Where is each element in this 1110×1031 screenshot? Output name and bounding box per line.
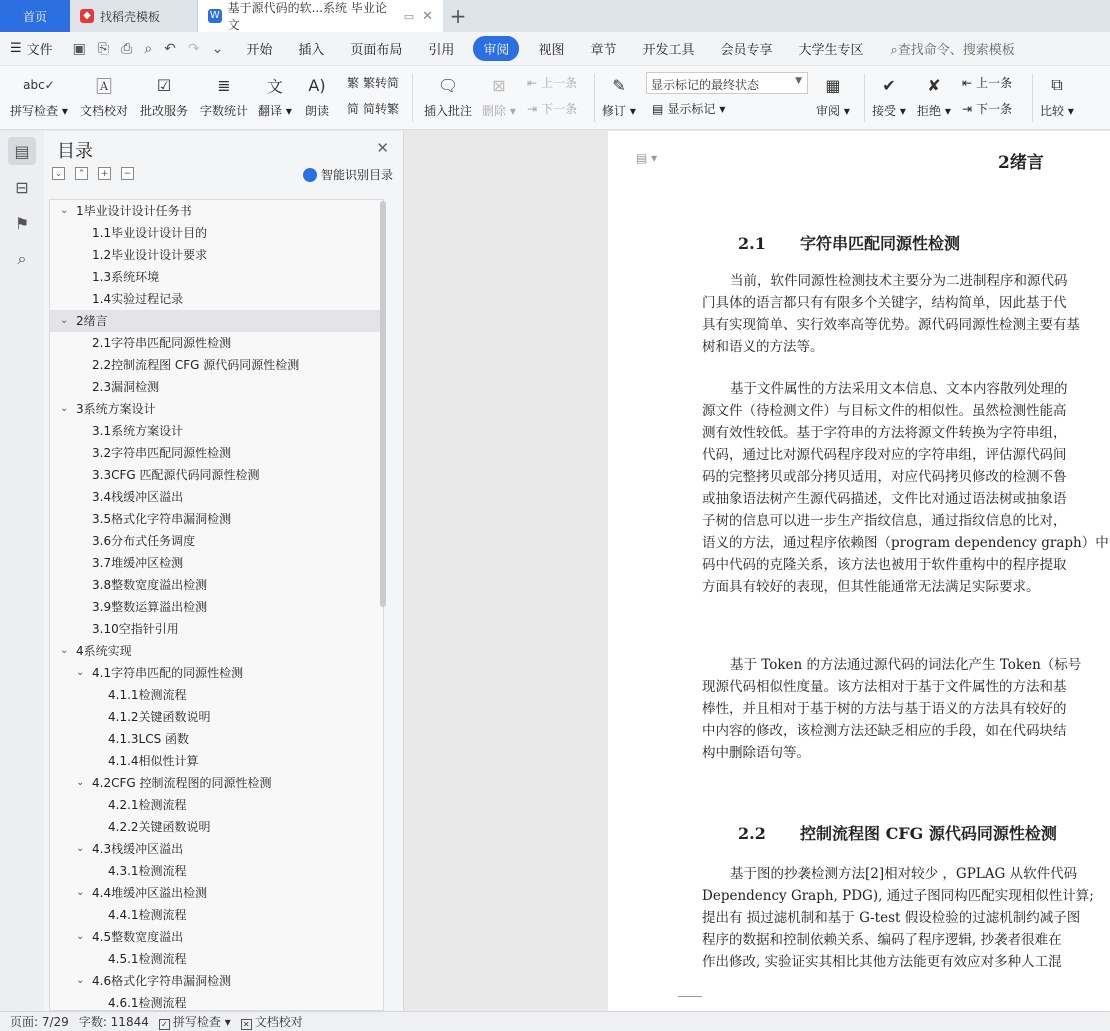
toc-item[interactable] <box>50 794 383 816</box>
text-line: 当前，软件同源性检测技术主要分为二进制程序和源代码 <box>730 273 1068 289</box>
toc-item-label: 1.1毕业设计设计目的 <box>92 226 208 240</box>
toc-item[interactable] <box>50 376 383 398</box>
prev-comment-icon: ⇤ <box>527 75 538 90</box>
text-line: 棒性，并且相对于基于树的方法与基于语义的方法具有较好的 <box>702 701 1067 717</box>
text-line: 源文件（待检测文件）与目标文件的相似性。虽然检测性能高 <box>702 403 1067 419</box>
toc-item-label: 2绪言 <box>76 314 108 328</box>
toc-item[interactable] <box>50 398 383 420</box>
word-count-button[interactable] <box>200 70 248 119</box>
undo-icon[interactable]: ↶ <box>164 40 176 57</box>
print-icon[interactable]: ⎙ <box>121 40 133 57</box>
menu-developer[interactable]: 开发工具 <box>642 43 695 58</box>
review-pane-label: 审阅 <box>816 104 841 118</box>
proof-status-label: 文档校对 <box>254 1015 303 1029</box>
text-line: 构中删除语句等。 <box>702 745 810 761</box>
toc-item-label: 3.5格式化字符串漏洞检测 <box>92 512 232 526</box>
menu-layout[interactable]: 页面布局 <box>350 43 403 58</box>
prev-change-button[interactable] <box>962 74 1012 91</box>
paragraph <box>702 378 1110 598</box>
chevron-down-icon: ▼ <box>795 76 802 86</box>
toc-item-label: 4.3栈缓冲区溢出 <box>92 842 184 856</box>
delete-comment-label: 删除 <box>482 104 507 118</box>
toc-item-label: 3.3CFG 匹配源代码同源性检测 <box>92 468 260 482</box>
toc-item-label: 2.3漏洞检测 <box>92 380 160 394</box>
toc-item-label: 3.7堆缓冲区检测 <box>92 556 184 570</box>
toc-item-label: 4.2.2关键函数说明 <box>108 820 211 834</box>
simp-to-trad-label: 简转繁 <box>363 102 400 116</box>
plus-icon[interactable]: + <box>98 167 111 180</box>
comment-add-icon: 🗨 <box>437 75 459 95</box>
markup-mode-value: 显示标记的最终状态 <box>651 78 760 92</box>
show-markup-icon: ▤ <box>652 101 664 116</box>
expand-all-icon[interactable]: ⌃ <box>75 167 88 180</box>
toc-panel <box>44 131 404 1011</box>
toc-item-label: 4.2.1检测流程 <box>108 798 187 812</box>
toc-item-label: 3系统方案设计 <box>76 402 156 416</box>
chevron-down-icon[interactable]: ⌄ <box>60 205 69 216</box>
toc-item-label: 4.1.2关键函数说明 <box>108 710 211 724</box>
section-number: 2.1 <box>738 234 766 253</box>
text-line: 测有效性较低。基于字符串的方法将源文件转换为字符串组， <box>702 425 1067 441</box>
delete-comment-button[interactable]: ⊠ 删除 ▾ <box>482 70 516 119</box>
toc-item[interactable] <box>50 882 383 904</box>
section-heading-2-1 <box>738 231 960 254</box>
toc-item-label: 1.3系统环境 <box>92 270 160 284</box>
chapter-heading: 2绪言 <box>998 153 1044 173</box>
prev-comment-label: 上一条 <box>541 76 578 90</box>
prev-comment-button[interactable] <box>527 74 577 91</box>
print-preview-icon[interactable]: ⌕ <box>144 40 153 57</box>
toc-item[interactable] <box>50 596 383 618</box>
smart-toc-icon <box>303 168 317 182</box>
toc-item[interactable] <box>50 332 383 354</box>
section-title: 字符串匹配同源性检测 <box>800 234 961 253</box>
toc-item-label: 3.9整数运算溢出检测 <box>92 600 208 614</box>
toc-item[interactable] <box>50 948 383 970</box>
toc-controls <box>52 167 134 180</box>
page-indicator[interactable]: 页面: 7/29 <box>10 1015 69 1029</box>
command-search[interactable] <box>891 39 1015 58</box>
spell-check-status-label: 拼写检查 <box>172 1015 221 1029</box>
toc-item-label: 4.6.1检测流程 <box>108 996 187 1010</box>
toc-item-label: 2.1字符串匹配同源性检测 <box>92 336 232 350</box>
reject-label: 拒绝 <box>917 104 942 118</box>
toc-icon[interactable]: ▤ <box>8 137 36 165</box>
compare-label: 比较 <box>1040 104 1065 118</box>
tab-document-label: 基于源代码的软...系统 毕业论文 <box>227 1 387 32</box>
toc-item[interactable] <box>50 662 383 684</box>
toc-title: 目录 <box>57 141 93 162</box>
close-icon[interactable]: ✕ <box>376 139 389 157</box>
simp-to-trad-button[interactable] <box>347 100 399 117</box>
toc-item[interactable] <box>50 464 383 486</box>
text-line: 中内容的修改，该检测方法还缺乏相应的手段，如在代码块结 <box>702 723 1067 739</box>
close-icon[interactable]: ✕ <box>422 8 433 24</box>
status-bar <box>0 1011 1110 1031</box>
ribbon-divider <box>594 74 595 122</box>
translate-button[interactable]: 文 翻译 ▾ <box>258 70 292 119</box>
spell-check-status[interactable]: ✓ 拼写检查 ▾ <box>159 1013 231 1030</box>
text-line: 提出有 损过滤机制和基于 G-test 假设检验的过滤机制约减子图 <box>702 910 1081 926</box>
track-changes-icon: ✎ <box>612 75 626 95</box>
prev-change-icon: ⇤ <box>962 75 973 90</box>
new-tab-button[interactable]: + <box>449 4 467 28</box>
menu-review[interactable]: 审阅 <box>473 36 519 61</box>
menu-chapter[interactable]: 章节 <box>590 43 617 58</box>
toc-item-label: 4.3.1检测流程 <box>108 864 187 878</box>
text-line: 代码，通过比对源代码程序段对应的字符串组，评估源代码间 <box>702 447 1067 463</box>
chevron-down-icon[interactable]: ⌄ <box>76 667 85 678</box>
text-line: 语义的方法，通过程序依赖图（program dependency graph）中 <box>702 535 1109 551</box>
accept-button[interactable]: ✔ 接受 ▾ <box>872 70 906 119</box>
toc-item[interactable] <box>50 574 383 596</box>
smart-toc-button[interactable] <box>303 166 393 183</box>
trad-simp-icon: 繁 <box>347 76 360 90</box>
redo-icon[interactable]: ↷ <box>187 40 200 57</box>
text-line: 具有实现简单、实行效率高等优势。源代码同源性检测主要有基 <box>702 317 1080 333</box>
search-icon: ⌕ <box>890 43 898 58</box>
text-line: 或抽象语法树产生源代码描述，文件比对通过语法树或抽象语 <box>702 491 1067 507</box>
toc-item-label: 4.5整数宽度溢出 <box>92 930 184 944</box>
text-line: 现源代码相似性度量。该方法相对于基于文件属性的方法和基 <box>702 679 1067 695</box>
toc-item[interactable] <box>50 354 383 376</box>
insert-comment-label: 插入批注 <box>424 104 473 118</box>
reject-icon: ✘ <box>927 75 941 95</box>
tab-docer[interactable] <box>70 0 198 32</box>
menu-member[interactable]: 会员专享 <box>720 43 773 58</box>
toc-item[interactable] <box>50 970 383 992</box>
chevron-down-icon[interactable]: ⌄ <box>76 843 85 854</box>
paragraph <box>702 270 1110 358</box>
trad-to-simp-label: 繁转简 <box>363 76 400 90</box>
toc-item-label: 4系统实现 <box>76 644 132 658</box>
toc-item[interactable] <box>50 860 383 882</box>
review-ribbon <box>0 66 1110 130</box>
toc-item-label: 4.1字符串匹配的同源性检测 <box>92 666 244 680</box>
paragraph <box>702 863 1110 973</box>
toc-item-label: 4.4.1检测流程 <box>108 908 187 922</box>
docer-icon: ◆ <box>80 9 94 23</box>
review-pane-button[interactable]: ▦ 审阅 ▾ <box>816 70 850 119</box>
spell-check-label: 拼写检查 <box>10 104 59 118</box>
toc-item[interactable] <box>50 420 383 442</box>
next-comment-icon: ⇥ <box>527 101 538 116</box>
collapse-all-icon[interactable]: ⌄ <box>52 167 65 180</box>
chevron-down-icon[interactable]: ⌄ <box>76 777 85 788</box>
document-page[interactable] <box>608 131 1110 1011</box>
toc-item[interactable] <box>50 728 383 750</box>
translate-label: 翻译 <box>258 104 283 118</box>
menu-view[interactable]: 视图 <box>538 43 565 58</box>
toc-item[interactable] <box>50 772 383 794</box>
section-heading-2-2 <box>738 821 1057 844</box>
text-line: 作出修改, 实验证实其相比其他方法能更有效应对多种人工混 <box>702 954 1062 970</box>
toc-scrollbar[interactable] <box>380 201 386 607</box>
text-line: 码的完整拷贝或部分拷贝适用，对应代码拷贝修改的检测不鲁 <box>702 469 1067 485</box>
section-number: 2.2 <box>738 824 766 843</box>
toc-item-label: 4.2CFG 控制流程图的同源性检测 <box>92 776 272 790</box>
word-count-label: 字数统计 <box>200 104 249 118</box>
checkbox-icon: ✓ <box>159 1019 170 1030</box>
toc-item-label: 3.1系统方案设计 <box>92 424 184 438</box>
toc-item[interactable] <box>50 706 383 728</box>
more-icon[interactable]: ⌄ <box>211 40 224 57</box>
toc-item-label: 1.2毕业设计设计要求 <box>92 248 208 262</box>
batch-service-button[interactable] <box>140 70 188 119</box>
toc-item[interactable] <box>50 508 383 530</box>
page-boundary-mark <box>678 996 702 997</box>
search-icon[interactable]: ⌕ <box>17 249 27 268</box>
toc-item[interactable] <box>50 750 383 772</box>
minus-icon[interactable]: − <box>121 167 134 180</box>
prev-change-label: 上一条 <box>976 76 1013 90</box>
track-changes-label: 修订 <box>602 104 627 118</box>
toc-item[interactable] <box>50 222 383 244</box>
menu-insert[interactable]: 插入 <box>298 43 325 58</box>
toc-item-label: 3.10空指针引用 <box>92 622 179 636</box>
text-line: 方面具有较好的表现，但其性能通常无法满足实际要求。 <box>702 579 1040 595</box>
toc-item[interactable] <box>50 684 383 706</box>
section-title: 控制流程图 CFG 源代码同源性检测 <box>800 824 1057 843</box>
toc-item[interactable] <box>50 838 383 860</box>
toc-item-label: 4.4堆缓冲区溢出检测 <box>92 886 208 900</box>
toc-item[interactable] <box>50 992 383 1011</box>
reject-button[interactable]: ✘ 拒绝 ▾ <box>917 70 951 119</box>
toc-item[interactable] <box>50 244 383 266</box>
doc-proof-icon: 🄰 <box>95 76 112 96</box>
toc-item[interactable] <box>50 486 383 508</box>
navigation-strip <box>0 131 44 1011</box>
translate-icon: 文 <box>266 76 283 96</box>
toc-item[interactable] <box>50 552 383 574</box>
toc-item-label: 3.4栈缓冲区溢出 <box>92 490 184 504</box>
comment-delete-icon: ⊠ <box>492 75 506 95</box>
simp-trad-icon: 简 <box>347 102 360 116</box>
text-line: 基于图的抄袭检测方法[2]相对较少 ，GPLAG 从软件代码 <box>730 866 1078 882</box>
toc-item[interactable] <box>50 442 383 464</box>
toc-item-label: 1毕业设计设计任务书 <box>76 204 192 218</box>
toc-item[interactable] <box>50 288 383 310</box>
spell-check-button[interactable]: abc✓ 拼写检查 ▾ <box>10 70 68 119</box>
toc-item[interactable] <box>50 640 383 662</box>
toc-item-label: 4.1.3LCS 函数 <box>108 732 190 746</box>
toc-item-label: 3.8整数宽度溢出检测 <box>92 578 208 592</box>
ribbon-divider <box>864 74 865 122</box>
doc-proof-button[interactable] <box>80 70 128 119</box>
toc-item[interactable] <box>50 618 383 640</box>
monitor-icon[interactable]: ▭ <box>403 9 415 23</box>
chevron-down-icon[interactable]: ⌄ <box>60 645 69 656</box>
read-aloud-label: 朗读 <box>304 104 329 118</box>
toc-item-label: 4.6格式化字符串漏洞检测 <box>92 974 232 988</box>
insert-comment-button[interactable] <box>424 70 472 119</box>
read-aloud-button[interactable] <box>303 70 331 119</box>
proof-icon: ✕ <box>241 1019 252 1030</box>
tab-home-label: 首页 <box>22 9 47 24</box>
tab-home[interactable] <box>0 0 70 32</box>
speaker-icon: A) <box>308 75 326 95</box>
text-line: 基于文件属性的方法采用文本信息、文本内容散列处理的 <box>730 381 1068 397</box>
next-change-icon: ⇥ <box>962 101 973 116</box>
menu-start[interactable]: 开始 <box>246 43 273 58</box>
bookmark-icon[interactable]: ⚑ <box>14 213 30 233</box>
chevron-down-icon[interactable]: ⌄ <box>76 887 85 898</box>
chapter-icon[interactable]: ⊟ <box>15 177 29 197</box>
proof-status[interactable] <box>241 1013 303 1030</box>
tab-docer-label: 找稻壳模板 <box>100 9 161 24</box>
word-count-icon: ≣ <box>217 75 231 95</box>
toc-item[interactable] <box>50 200 383 222</box>
ribbon-divider <box>1032 74 1033 122</box>
export-icon[interactable]: ⎘ <box>97 40 110 57</box>
ribbon-divider <box>412 74 413 122</box>
tab-document[interactable] <box>198 0 443 32</box>
toc-item-label: 3.6分布式任务调度 <box>92 534 196 548</box>
compare-icon: ⧉ <box>1051 75 1063 94</box>
toc-item-label: 4.5.1检测流程 <box>108 952 187 966</box>
chevron-down-icon[interactable]: ⌄ <box>60 403 69 414</box>
show-markup-label: 显示标记 <box>667 102 716 116</box>
hamburger-icon: ☰ <box>10 41 22 56</box>
toc-list <box>49 199 384 1011</box>
chevron-down-icon[interactable]: ⌄ <box>76 975 85 986</box>
file-menu-label: 文件 <box>26 43 53 58</box>
menu-student[interactable]: 大学生专区 <box>798 43 864 58</box>
text-line: Dependency Graph, PDG), 通过子图同构匹配实现相似性计算; <box>702 888 1094 904</box>
review-pane-icon: ▦ <box>825 75 841 95</box>
show-markup-button[interactable]: ▤ 显示标记 ▾ <box>652 101 726 116</box>
compare-button[interactable]: ⧉ 比较 ▾ <box>1040 70 1074 119</box>
toc-item-label: 4.1.1检测流程 <box>108 688 187 702</box>
text-line: 子树的信息可以进一步生产指纹信息，通过指纹信息的比对， <box>702 513 1067 529</box>
next-comment-label: 下一条 <box>541 102 578 116</box>
text-line: 码中代码的克隆关系，该方法也被用于软件重构中的程序提取 <box>702 557 1067 573</box>
file-menu[interactable] <box>0 39 63 58</box>
next-change-label: 下一条 <box>976 102 1013 116</box>
batch-service-icon: ☑ <box>156 75 172 95</box>
toc-item-label: 1.4实验过程记录 <box>92 292 184 306</box>
toc-item[interactable] <box>50 310 383 332</box>
text-line: 程序的数据和控制依赖关系、编码了程序逻辑, 抄袭者很难在 <box>702 932 1062 948</box>
trad-to-simp-button[interactable] <box>347 74 399 91</box>
markup-mode-select[interactable] <box>646 72 808 94</box>
text-line: 基于 Token 的方法通过源代码的词法化产生 Token（标号 <box>730 657 1082 673</box>
smart-toc-label: 智能识别目录 <box>320 168 393 182</box>
word-doc-icon: W <box>209 10 220 21</box>
text-line: 门具体的语言都只有有限多个关键字，结构简单，因此基于代 <box>702 295 1067 311</box>
menu-bar <box>0 32 1110 66</box>
accept-label: 接受 <box>872 104 897 118</box>
accept-icon: ✔ <box>882 75 896 95</box>
paragraph <box>702 654 1110 764</box>
next-change-button[interactable] <box>962 100 1012 117</box>
track-changes-button[interactable]: ✎ 修订 ▾ <box>602 70 636 119</box>
toc-item-label: 3.2字符串匹配同源性检测 <box>92 446 232 460</box>
search-placeholder: 查找命令、搜索模板 <box>897 43 1015 58</box>
toc-item[interactable] <box>50 530 383 552</box>
text-line: 树和语义的方法等。 <box>702 339 824 355</box>
toc-item[interactable] <box>50 266 383 288</box>
toc-item-label: 2.2控制流程图 CFG 源代码同源性检测 <box>92 358 300 372</box>
spell-check-icon: abc✓ <box>23 78 55 92</box>
tab-bar <box>0 0 1110 32</box>
quick-access-toolbar <box>63 41 234 57</box>
toc-item[interactable] <box>50 904 383 926</box>
chevron-down-icon[interactable]: ⌄ <box>76 931 85 942</box>
page-menu-icon[interactable]: ▤ ▾ <box>636 151 658 165</box>
doc-proof-label: 文档校对 <box>80 104 129 118</box>
batch-service-label: 批改服务 <box>140 104 189 118</box>
toc-item[interactable] <box>50 816 383 838</box>
save-icon[interactable]: ▣ <box>72 40 86 57</box>
toc-item-label: 4.1.4相似性计算 <box>108 754 199 768</box>
word-count[interactable]: 字数: 11844 <box>78 1015 149 1029</box>
menu-references[interactable]: 引用 <box>428 43 455 58</box>
next-comment-button[interactable] <box>527 100 577 117</box>
toc-item[interactable] <box>50 926 383 948</box>
chevron-down-icon[interactable]: ⌄ <box>60 315 69 326</box>
